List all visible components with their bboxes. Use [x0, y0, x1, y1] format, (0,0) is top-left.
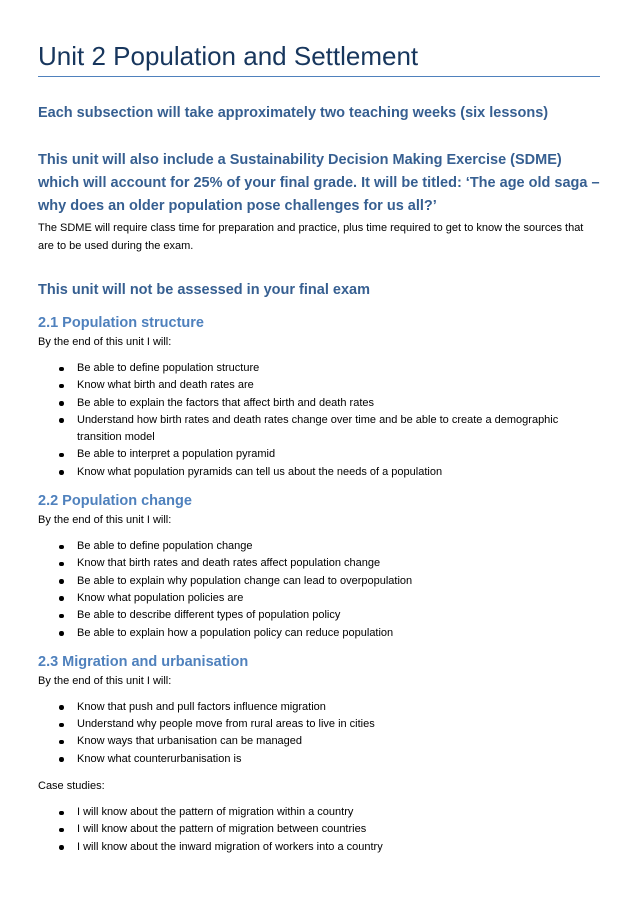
section-lead-2-2: By the end of this unit I will:	[38, 514, 172, 527]
list-item: Understand why people move from rural areas to live in cities	[38, 716, 600, 733]
list-item: Know what population pyramids can tell us about the needs of a population	[38, 464, 600, 481]
section-list-2-2	[38, 538, 600, 642]
sdme-heading: This unit will also include a Sustainability Decision Making Exercise (SDME) which will account for 25% of your final grade. It will be titled: ‘The age old saga – why does an older population pose challenges for us all?’	[38, 152, 600, 214]
section-heading-2-3: 2.3 Migration and urbanisation	[38, 653, 249, 670]
list-item: Be able to describe different types of population policy	[38, 607, 600, 624]
page-title: Unit 2 Population and Settlement	[38, 40, 600, 77]
list-item: Know what population policies are	[38, 590, 600, 607]
section-lead-2-1: By the end of this unit I will:	[38, 336, 172, 348]
section-heading-2-2: 2.2 Population change	[38, 493, 192, 510]
list-item: Know what birth and death rates are	[38, 377, 600, 394]
case-studies-label: Case studies:	[38, 780, 105, 793]
section-heading-2-1: 2.1 Population structure	[38, 315, 204, 331]
list-item: Be able to explain how a population policy can reduce population	[38, 625, 600, 642]
list-item: I will know about the inward migration of workers into a country	[38, 839, 600, 856]
section-list-2-1	[38, 360, 600, 481]
list-item: I will know about the pattern of migration between countries	[38, 821, 600, 838]
list-item: Be able to interpret a population pyramid	[38, 446, 600, 463]
case-studies-list	[38, 804, 600, 856]
list-item: Be able to define population structure	[38, 360, 600, 377]
section-lead-2-3: By the end of this unit I will:	[38, 674, 172, 687]
sdme-body: The SDME will require class time for preparation and practice, plus time required to get to know the sources that are to be used during the exam.	[38, 222, 584, 252]
section-list-2-3	[38, 699, 600, 768]
list-item: Know that push and pull factors influence migration	[38, 699, 600, 716]
list-item: Know ways that urbanisation can be managed	[38, 733, 600, 750]
list-item: I will know about the pattern of migration within a country	[38, 804, 600, 821]
list-item: Know what counterurbanisation is	[38, 751, 600, 768]
list-item: Be able to explain the factors that affect birth and death rates	[38, 395, 600, 412]
list-item: Be able to explain why population change can lead to overpopulation	[38, 573, 600, 590]
intro-heading: Each subsection will take approximately two teaching weeks (six lessons)	[38, 105, 549, 121]
not-assessed-heading: This unit will not be assessed in your final exam	[38, 282, 370, 298]
list-item: Be able to define population change	[38, 538, 600, 555]
list-item: Know that birth rates and death rates affect population change	[38, 555, 600, 572]
list-item: Understand how birth rates and death rates change over time and be able to create a demographic transition model	[38, 412, 600, 447]
